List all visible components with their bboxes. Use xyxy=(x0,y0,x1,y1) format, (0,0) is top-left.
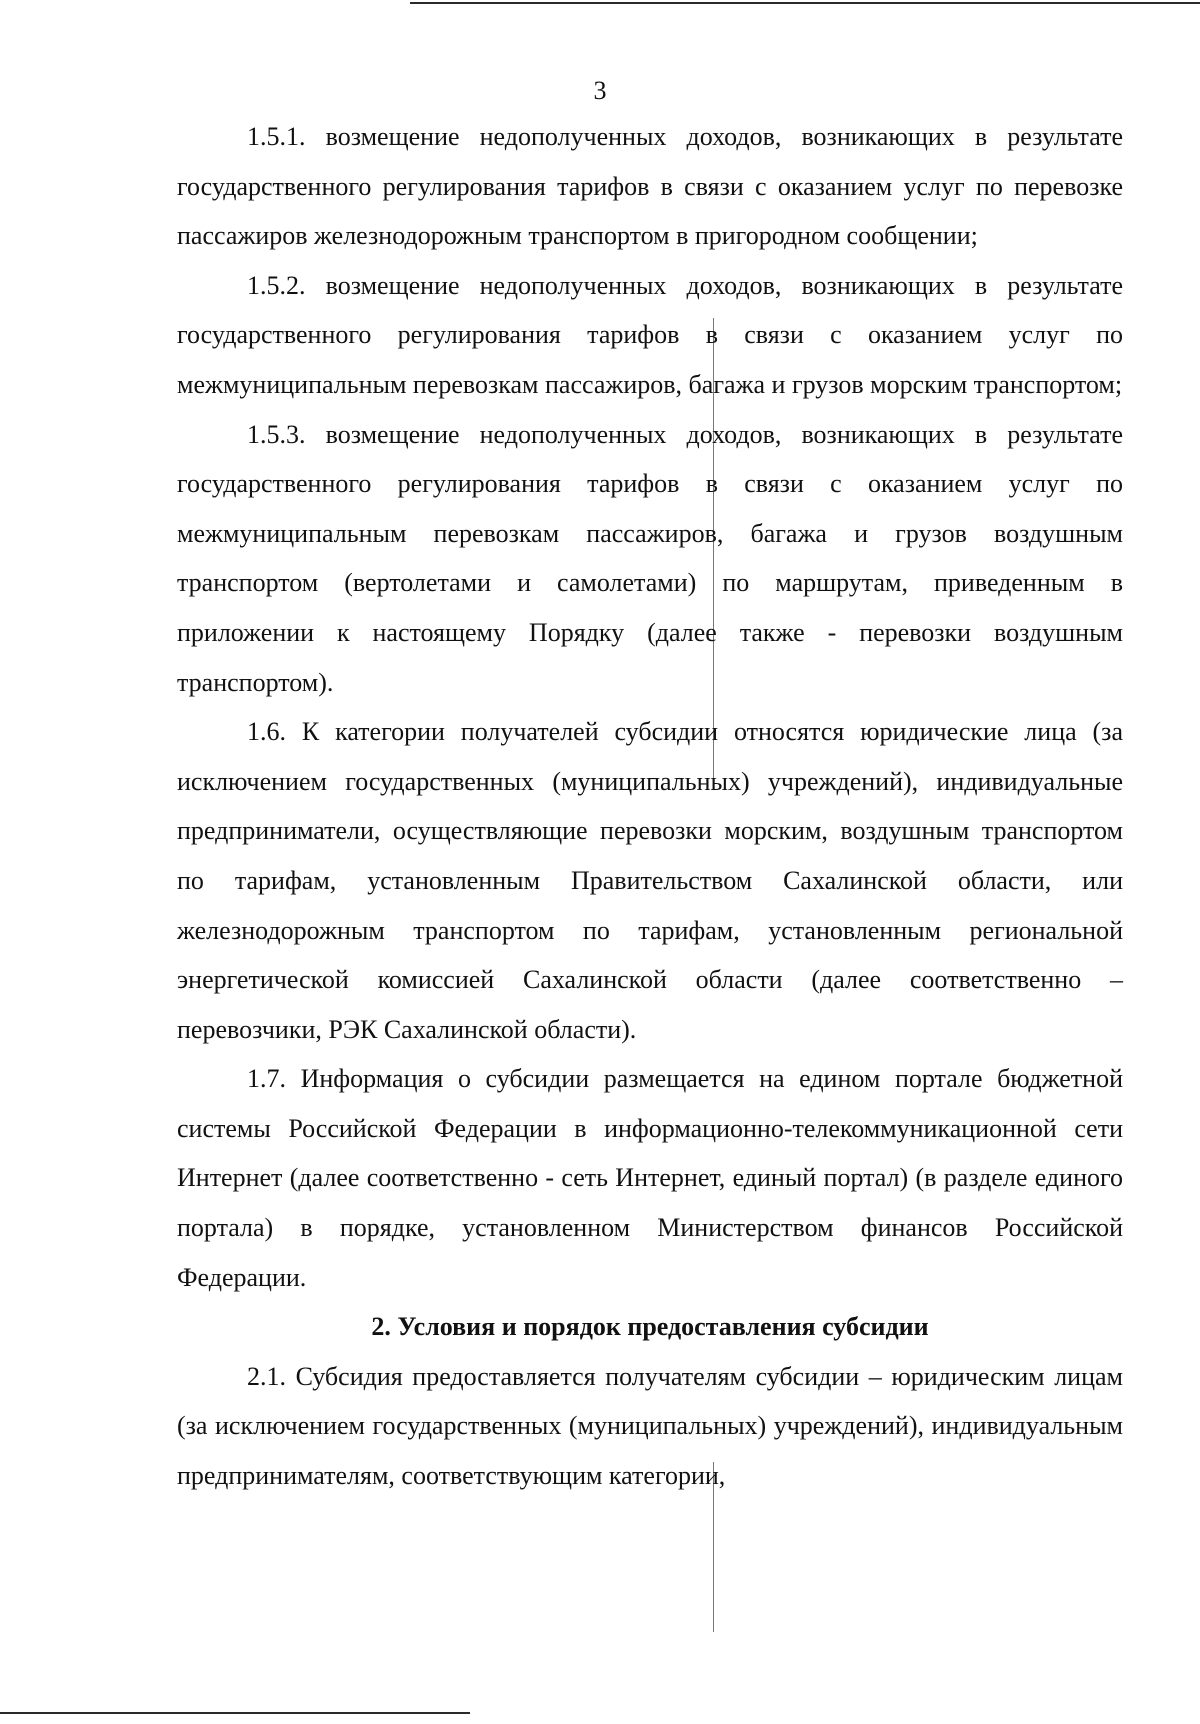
paragraph-1-6: 1.6. К категории получателей субсидии относятся юридические лица (за исключением государственных (муниципальных) учреждений), индивидуальные предприниматели, осуществляющие перевозки морским, воздушным транспортом по тарифам, установленным Правительством Сахалинской области, или железнодорожным транспортом по тарифам, установленным региональной энергетической комиссией Сахалинской области (далее соответственно – перевозчики, РЭК Сахалинской области). xyxy=(177,717,1123,1044)
paragraph-1-5-2: 1.5.2. возмещение недополученных доходов, возникающих в результате государственного регулирования тарифов в связи с оказанием услуг по межмуниципальным перевозкам пассажиров, багажа и грузов морским транспортом; xyxy=(177,270,1123,399)
page-number: 3 xyxy=(593,76,607,105)
paragraph-2-1: 2.1. Субсидия предоставляется получателям субсидии – юридическим лицам (за исключением государственных (муниципальных) учреждений), индивидуальным предпринимателям, соответствующим категории, xyxy=(177,1361,1123,1491)
scan-edge-top xyxy=(410,2,1200,4)
scan-edge-bottom xyxy=(0,1712,470,1714)
paragraph-1-5-3: 1.5.3. возмещение недополученных доходов, возникающих в результате государственного регулирования тарифов в связи с оказанием услуг по межмуниципальным перевозкам пассажиров, багажа и грузов воздушным транспортом (вертолетами и самолетами) по маршрутам, приведенным в приложении к настоящему Порядку (далее также - перевозки воздушным транспортом). xyxy=(177,419,1123,697)
paragraph-1-5-1: 1.5.1. возмещение недополученных доходов, возникающих в результате государственного регулирования тарифов в связи с оказанием услуг по перевозке пассажиров железнодорожным транспортом в пригородном сообщении; xyxy=(177,122,1123,251)
document-body xyxy=(177,112,1123,1501)
section-heading: 2. Условия и порядок предоставления субсидии xyxy=(371,1312,929,1342)
paragraph-1-7: 1.7. Информация о субсидии размещается на едином портале бюджетной системы Российской Федерации в информационно-телекоммуникационной сети Интернет (далее соответственно - сеть Интернет, единый портал) (в разделе единого портала) в порядке, установленном Министерством финансов Российской Федерации. xyxy=(177,1064,1123,1292)
